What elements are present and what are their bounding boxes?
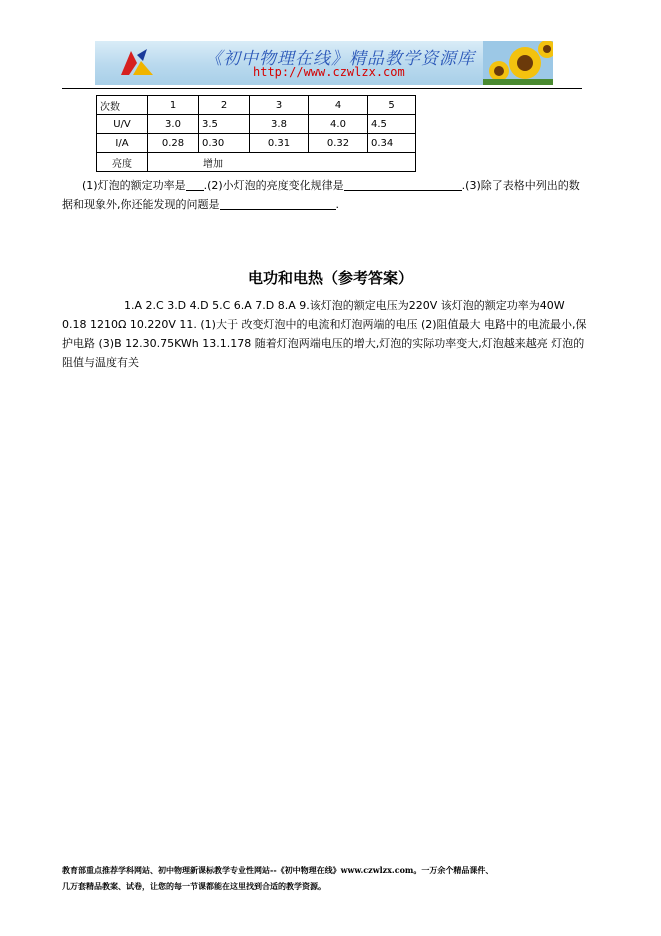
sunflower-icon (483, 41, 553, 85)
table-row (97, 134, 416, 153)
table-cell: 0.34 (368, 134, 416, 153)
table-row (97, 96, 416, 115)
table-cell: 0.28 (148, 134, 199, 153)
logo-icon (117, 47, 157, 79)
footer-line-1: 教育部重点推荐学科网站、初中物理新课标教学专业性网站--《初中物理在线》www.czwlzx.com。一万余个精品课件、 (62, 865, 494, 875)
table-cell: 增加 (148, 153, 416, 172)
question-part-2: .(2)小灯泡的亮度变化规律是 (203, 179, 344, 192)
table-cell: 4.5 (368, 115, 416, 134)
table-cell: 0.32 (309, 134, 368, 153)
table-cell: U/V (97, 115, 148, 134)
header-divider (62, 88, 582, 89)
table-cell: 4 (309, 96, 368, 115)
answer-blank[interactable] (344, 178, 462, 191)
table-cell: 4.0 (309, 115, 368, 134)
table-cell: 0.31 (250, 134, 309, 153)
answer-title: 电功和电热（参考答案） (247, 269, 413, 287)
header-banner (95, 41, 553, 85)
answer-blank[interactable] (186, 178, 204, 191)
table-row (97, 153, 416, 172)
table-cell: I/A (97, 134, 148, 153)
question-end: . (335, 198, 339, 211)
question-paragraph (62, 176, 587, 214)
table-cell: 次数 (97, 96, 148, 115)
measurement-table (96, 95, 416, 172)
footer (62, 862, 602, 894)
table-row (97, 115, 416, 134)
table-cell: 3.5 (199, 115, 250, 134)
table-cell: 2 (199, 96, 250, 115)
table-cell: 3.0 (148, 115, 199, 134)
banner-title: 《初中物理在线》精品教学资源库 (205, 49, 475, 69)
table-cell: 0.30 (199, 134, 250, 153)
banner-url[interactable]: http://www.czwlzx.com (253, 65, 405, 79)
question-part-3: .(3)除了表格中列出的数据和现象外,你还能发现的问题是 (62, 179, 580, 211)
table-cell: 3.8 (250, 115, 309, 134)
question-part-1: (1)灯泡的额定功率是 (82, 179, 186, 192)
answer-blank[interactable] (220, 197, 336, 210)
table-cell: 3 (250, 96, 309, 115)
table-cell: 1 (148, 96, 199, 115)
table-cell: 亮度 (97, 153, 148, 172)
footer-line-2: 几万套精品教案、试卷，让您的每一节课都能在这里找到合适的教学资源。 (62, 881, 326, 891)
table-cell: 5 (368, 96, 416, 115)
answer-paragraph: 1.A 2.C 3.D 4.D 5.C 6.A 7.D 8.A 9.该灯泡的额定电压为220V 该灯泡的额定功率为40W 0.18 1210Ω 10.220V 11. (1)大于 改变灯泡中的电流和灯泡两端的电压 (2)阻值最大 电路中的电流最小,保护电路 (3)B 12.30.75KWh 13.1.178 随着灯泡两端电压的增大,灯泡的实际功率变大,灯泡越来越亮 灯泡的阻值与温度有关 (62, 299, 587, 369)
